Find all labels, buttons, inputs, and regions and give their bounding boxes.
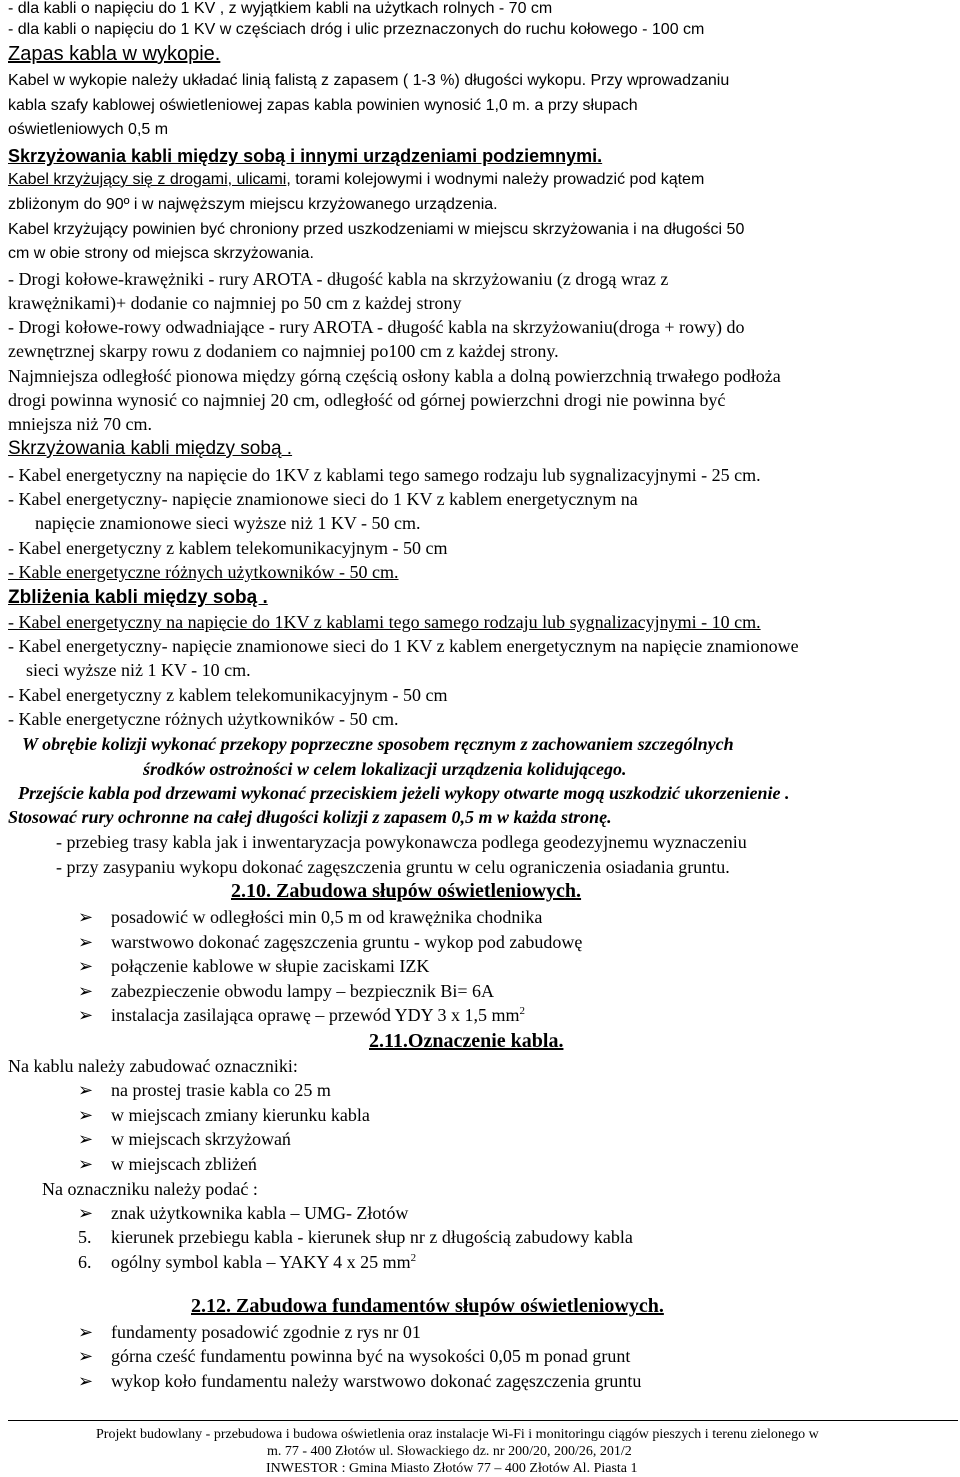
list-number: 6.: [78, 1252, 92, 1272]
footer-line: m. 77 - 400 Złotów ul. Słowackiego dz. nr 200/20, 200/26, 201/2: [267, 1444, 632, 1459]
arrow-bullet-icon: ➢: [78, 907, 94, 927]
list-item-text: instalacja zasilająca oprawę – przewód YDY 3 x 1,5 mm: [111, 1005, 520, 1025]
arrow-bullet-icon: ➢: [78, 1203, 94, 1223]
paragraph-line: Na kablu należy zabudować oznaczniki:: [8, 1056, 298, 1076]
footer-line: INWESTOR : Gmina Miasto Złotów 77 – 400 Złotów Al. Piasta 1: [266, 1461, 638, 1476]
underlined-text: Kabel krzyżujący się z drogami, ulicami: [8, 171, 287, 188]
list-item: wykop koło fundamentu należy warstwowo dokonać zagęszczenia gruntu: [111, 1371, 642, 1391]
list-item: [111, 1004, 525, 1026]
paragraph-line: - Kabel energetyczny- napięcie znamionowe sieci do 1 KV z kablem energetycznym na: [8, 489, 638, 509]
intro-line: - dla kabli o napięciu do 1 KV w częściach dróg i ulic przeznaczonych do ruchu kołowego - 100 cm: [8, 21, 705, 38]
list-item: fundamenty posadowić zgodnie z rys nr 01: [111, 1322, 421, 1342]
superscript: 2: [410, 1252, 417, 1264]
arrow-bullet-icon: ➢: [78, 1346, 94, 1366]
section-heading-2-10: 2.10. Zabudowa słupów oświetleniowych.: [231, 880, 582, 902]
paragraph-line: Stosować rury ochronne na całej długości kolizji z zapasem 0,5 m w każda stronę.: [8, 807, 612, 827]
paragraph-line: krawężnikami)+ dodanie co najmniej po 50 cm z każdej strony: [8, 293, 462, 313]
paragraph-line: napięcie znamionowe sieci wyższe niż 1 KV - 50 cm.: [35, 513, 421, 533]
arrow-bullet-icon: ➢: [78, 1154, 94, 1174]
paragraph-line: oświetleniowych 0,5 m: [8, 121, 169, 138]
paragraph-line: - Kabel energetyczny z kablem telekomunikacyjnym - 50 cm: [8, 538, 448, 558]
arrow-bullet-icon: ➢: [78, 1322, 94, 1342]
list-item: w miejscach zmiany kierunku kabla: [111, 1105, 370, 1125]
section-heading-2-12: 2.12. Zabudowa fundamentów słupów oświetleniowych.: [191, 1295, 664, 1317]
paragraph-line: - Drogi kołowe-rowy odwadniające - rury AROTA - długość kabla na skrzyżowaniu(droga + rowy) do: [8, 317, 745, 337]
list-item: zabezpieczenie obwodu lampy – bezpiecznik Bi= 6A: [111, 981, 495, 1001]
arrow-bullet-icon: ➢: [78, 1129, 94, 1149]
section-heading-skrzyzowania-kabli: Skrzyżowania kabli między sobą .: [8, 438, 293, 459]
arrow-bullet-icon: ➢: [78, 1005, 94, 1025]
list-item: [111, 1251, 416, 1273]
paragraph-line: Kabel w wykopie należy układać linią falistą z zapasem ( 1-3 %) długości wykopu. Przy wprowadzaniu: [8, 72, 730, 89]
paragraph-line: - Drogi kołowe-krawężniki - rury AROTA - długość kabla na skrzyżowaniu (z drogą wraz z: [8, 269, 669, 289]
section-heading-skrzyzowania-podziemne: Skrzyżowania kabli między sobą i innymi urządzeniami podziemnymi.: [8, 146, 603, 166]
paragraph-line: zbliżonym do 90º i w najwęższym miejscu krzyżowanego urządzenia.: [8, 196, 498, 213]
list-number: 5.: [78, 1227, 92, 1247]
footer-divider: [8, 1420, 958, 1421]
paragraph-line: mniejsza niż 70 cm.: [8, 414, 152, 434]
paragraph-line: kabla szafy kablowej oświetleniowej zapas kabla powinien wynosić 1,0 m. a przy słupach: [8, 97, 638, 114]
list-item: znak użytkownika kabla – UMG- Złotów: [111, 1203, 409, 1223]
arrow-bullet-icon: ➢: [78, 1371, 94, 1391]
paragraph-line: W obrębie kolizji wykonać przekopy poprzeczne sposobem ręcznym z zachowaniem szczególnych: [22, 734, 734, 754]
section-heading-2-11: 2.11.Oznaczenie kabla.: [369, 1030, 564, 1052]
paragraph-line: - Kabel energetyczny na napięcie do 1KV z kablami tego samego rodzaju lub sygnalizacyjnymi - 25 cm.: [8, 465, 761, 485]
paragraph-line: - Kabel energetyczny z kablem telekomunikacyjnym - 50 cm: [8, 685, 448, 705]
arrow-bullet-icon: ➢: [78, 1080, 94, 1100]
footer-line: Projekt budowlany - przebudowa i budowa oświetlenia oraz instalacje Wi-Fi i monitoringu ciągów pieszych i terenu zielonego w: [96, 1427, 819, 1442]
paragraph-line: - Kabel energetyczny na napięcie do 1KV z kablami tego samego rodzaju lub sygnalizacyjnymi - 10 cm.: [8, 612, 761, 632]
paragraph-line: środków ostrożności w celem lokalizacji urządzenia kolidującego.: [143, 759, 627, 779]
paragraph-text: , torami kolejowymi i wodnymi należy prowadzić pod kątem: [286, 171, 705, 188]
arrow-bullet-icon: ➢: [78, 981, 94, 1001]
paragraph-line: - Kable energetyczne różnych użytkowników - 50 cm.: [8, 562, 399, 582]
paragraph-line: [8, 170, 704, 190]
paragraph-line: sieci wyższe niż 1 KV - 10 cm.: [26, 660, 251, 680]
list-item: w miejscach skrzyżowań: [111, 1129, 291, 1149]
list-item: kierunek przebiegu kabla - kierunek słup nr z długością zabudowy kabla: [111, 1227, 633, 1247]
list-item: górna cześć fundamentu powinna być na wysokości 0,05 m ponad grunt: [111, 1346, 631, 1366]
list-item: na prostej trasie kabla co 25 m: [111, 1080, 331, 1100]
paragraph-line: Przejście kabla pod drzewami wykonać przeciskiem jeżeli wykopy otwarte mogą uszkodzić ukorzenienie .: [18, 783, 790, 803]
paragraph-line: - przebieg trasy kabla jak i inwentaryzacja powykonawcza podlega geodezyjnemu wyznaczeniu: [56, 832, 747, 852]
paragraph-line: Najmniejsza odległość pionowa między górną częścią osłony kabla a dolną powierzchnią trwałego podłoża: [8, 366, 781, 386]
paragraph-line: Na oznaczniku należy podać :: [42, 1179, 258, 1199]
section-heading-zblizenia: Zbliżenia kabli między sobą .: [8, 587, 268, 608]
list-item: posadowić w odległości min 0,5 m od krawężnika chodnika: [111, 907, 543, 927]
paragraph-line: drogi powinna wynosić co najmniej 20 cm, odległość od górnej powierzchni drogi nie powinna być: [8, 390, 726, 410]
paragraph-line: - przy zasypaniu wykopu dokonać zagęszczenia gruntu w celu ograniczenia osiadania gruntu.: [56, 857, 730, 877]
list-item: w miejscach zbliżeń: [111, 1154, 257, 1174]
paragraph-line: zewnętrznej skarpy rowu z dodaniem co najmniej po100 cm z każdej strony.: [8, 341, 559, 361]
paragraph-line: Kabel krzyżujący powinien być chroniony przed uszkodzeniami w miejscu skrzyżowania i na długości 50: [8, 221, 745, 238]
paragraph-line: - Kabel energetyczny- napięcie znamionowe sieci do 1 KV z kablem energetycznym na napięcie znamionowe: [8, 636, 799, 656]
list-item: warstwowo dokonać zagęszczenia gruntu - wykop pod zabudowę: [111, 932, 583, 952]
list-item: połączenie kablowe w słupie zaciskami IZK: [111, 956, 430, 976]
section-heading-zapas: Zapas kabla w wykopie.: [8, 43, 221, 65]
arrow-bullet-icon: ➢: [78, 956, 94, 976]
arrow-bullet-icon: ➢: [78, 1105, 94, 1125]
superscript: 2: [519, 1005, 526, 1017]
arrow-bullet-icon: ➢: [78, 932, 94, 952]
paragraph-line: - Kable energetyczne różnych użytkowników - 50 cm.: [8, 709, 399, 729]
paragraph-line: cm w obie strony od miejsca skrzyżowania.: [8, 245, 314, 262]
list-item-text: ogólny symbol kabla – YAKY 4 x 25 mm: [111, 1252, 411, 1272]
intro-line: - dla kabli o napięciu do 1 KV , z wyjątkiem kabli na użytkach rolnych - 70 cm: [8, 0, 553, 17]
